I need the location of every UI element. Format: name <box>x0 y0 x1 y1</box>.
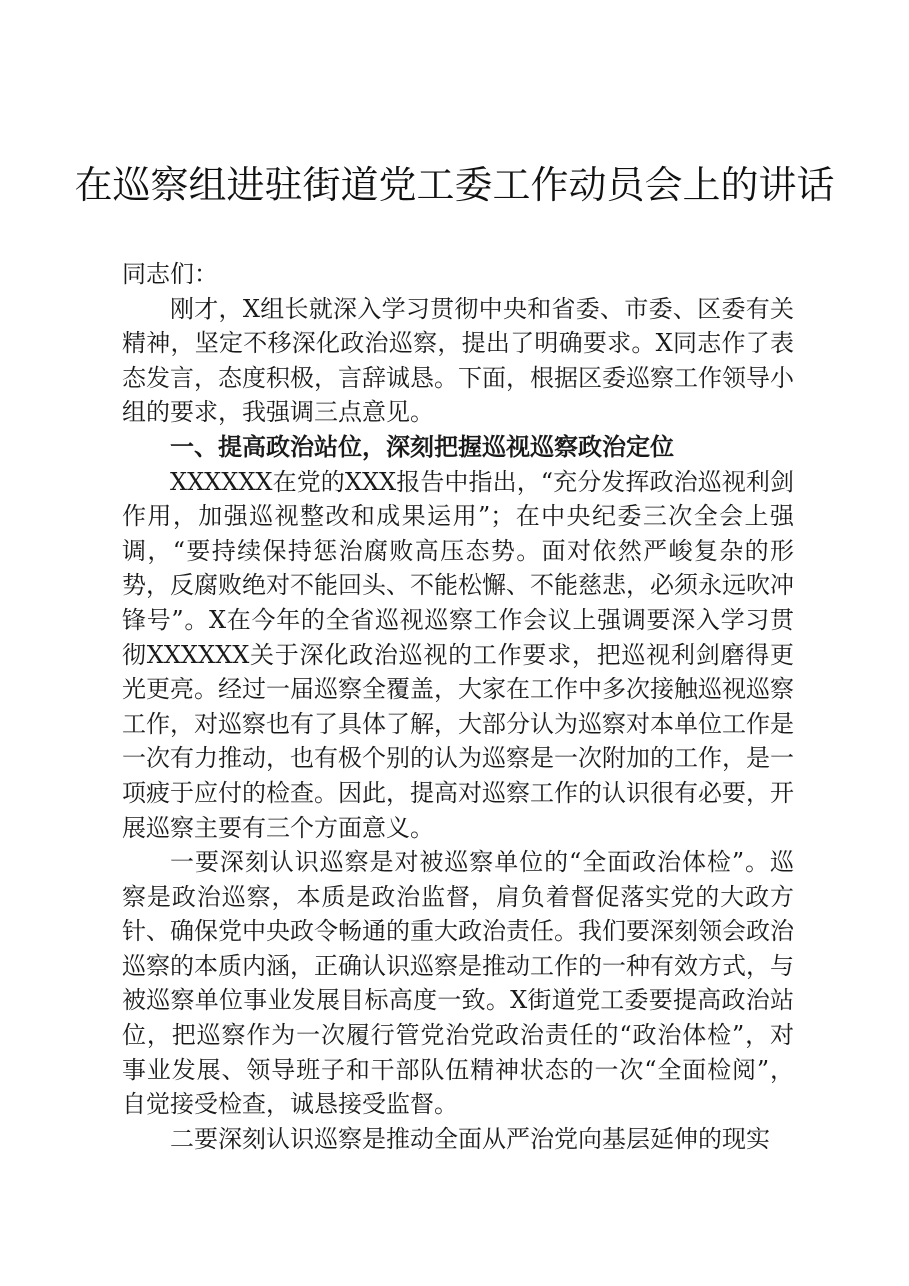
paragraph-point-2: 二要深刻认识巡察是推动全面从严治党向基层延伸的现实 <box>170 1124 770 1153</box>
paragraph-intro: 刚才，X组长就深入学习贯彻中央和省委、市委、区委有关精神，坚定不移深化政治巡察，提出了明确要求。X同志作了表态发言，态度积极，言辞诚恳。下面，根据区委巡察工作领导小组的要求，我强调三点意见。 <box>122 294 794 427</box>
document-title: 在巡察组进驻街道党工委工作动员会上的讲话 <box>74 163 835 207</box>
document-body <box>122 257 794 1156</box>
paragraph-point-1: 一要深刻认识巡察是对被巡察单位的“全面政治体检”。巡察是政治巡察，本质是政治监督，肩负着督促落实党的大政方针、确保党中央政令畅通的重大政治责任。我们要深刻领会政治巡察的本质内涵，正确认识巡察是推动工作的一种有效方式，与被巡察单位事业发展目标高度一致。X街道党工委要提高政治站位，把巡察作为一次履行管党治党政治责任的“政治体检”，对事业发展、领导班子和干部队伍精神状态的一次“全面检阅”，自觉接受检查，诚恳接受监督。 <box>122 848 794 1119</box>
section-heading-1: 一、提高政治站位，深刻把握巡视巡察政治定位 <box>170 432 674 461</box>
paragraph-section-1: XXXXXX在党的XXX报告中指出，“充分发挥政治巡视利剑作用，加强巡视整改和成果运用”；在中央纪委三次全会上强调，“要持续保持惩治腐败高压态势。面对依然严峻复杂的形势，反腐败绝对不能回头、不能松懈、不能慈悲，必须永远吹冲锋号”。X在今年的全省巡视巡察工作会议上强调要深入学习贯彻XXXXXX关于深化政治巡视的工作要求，把巡视利剑磨得更光更亮。经过一届巡察全覆盖，大家在工作中多次接触巡视巡察工作，对巡察也有了具体了解，大部分认为巡察对本单位工作是一次有力推动，也有极个别的认为巡察是一次附加的工作，是一项疲于应付的检查。因此，提高对巡察工作的认识很有必要，开展巡察主要有三个方面意义。 <box>122 467 794 842</box>
salutation: 同志们： <box>122 260 218 288</box>
